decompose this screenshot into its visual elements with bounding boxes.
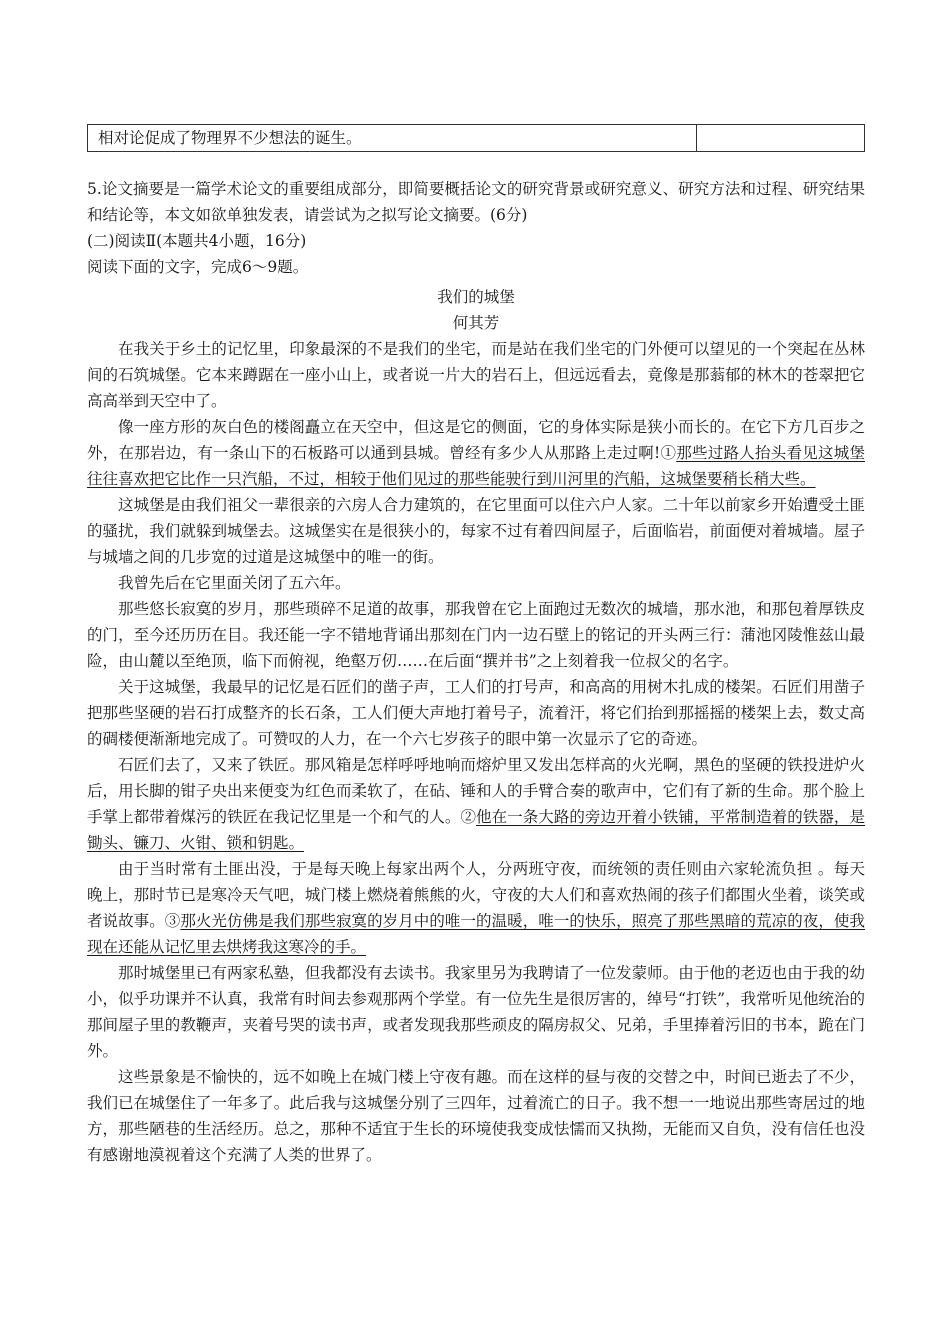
article-author: 何其芳 [452, 314, 500, 332]
article-paragraph-7 [87, 752, 865, 856]
document-body [87, 176, 865, 1168]
section-2-instruction: 阅读下面的文字，完成6～9题。 [87, 258, 309, 276]
article-title: 我们的城堡 [437, 288, 515, 306]
paragraph-2-text: 像一座方形的灰白色的楼阁矗立在天空中，但这是它的侧面，它的身体实际是狭小而长的。在它下方几百步之外，在那岩边，有一条山下的石板路可以通到县城。曾经有多少人从那路上走过啊!① [87, 418, 865, 462]
article-paragraph-2 [87, 414, 865, 492]
article-paragraph-3: 这城堡是由我们祖父一辈很亲的六房人合力建筑的，在它里面可以住六户人家。二十年以前家乡开始遭受土匪的骚扰，我们就躲到城堡去。这城堡实在是很狭小的，每家不过有着四间屋子，后面临岩，前面便对着城墙。屋子与城墙之间的几步宽的过道是这城堡中的唯一的街。 [87, 496, 865, 566]
article-paragraph-10: 这些景象是不愉快的，远不如晚上在城门楼上守夜有趣。而在这样的昼与夜的交替之中，时间已逝去了不少，我们已在城堡住了一年多了。此后我与这城堡分别了三四年，过着流亡的日子。我不想一一地说出那些寄居过的地方，那些陋巷的生活经历。总之，那种不适宜于生长的环境使我变成怯懦而又执拗，无能而又自负，没有信任也没有感谢地漠视着这个充满了人类的世界了。 [87, 1068, 865, 1164]
table-answer-cell [697, 125, 864, 151]
article-paragraph-5: 那些悠长寂寞的岁月，那些琐碎不足道的故事，那我曾在它上面跑过无数次的城墙，那水池，和那包着厚铁皮的门，至今还历历在目。我还能一字不错地背诵出那刻在门内一边石壁上的铭记的开头两三行：蒲池冈陵惟兹山最险，由山麓以至绝顶，临下而俯视，绝壑万仞……在后面“撰并书”之上刻着我一位叔父的名字。 [87, 600, 865, 670]
section-2-header: (二)阅读Ⅱ(本题共4小题，16分) [87, 232, 307, 250]
paragraph-7-text: 石匠们去了，又来了铁匠。那风箱是怎样呼呼地响而熔炉里又发出怎样高的火光啊，黑色的坚硬的铁投进炉火后，用长脚的钳子央出来便变为红色而柔软了，在砧、锤和人的手臂合奏的歌声中，它们有了新的生命。那个脸上手掌上都带着煤污的铁匠在我记忆里是一个和气的人。② [87, 756, 865, 826]
table-statement-cell: 相对论促成了物理界不少想法的诞生。 [88, 125, 697, 151]
paragraph-8-text: 由于当时常有土匪出没，于是每天晚上每家出两个人，分两班守夜，而统领的责任则由六家轮流负担 。每天晚上，那时节已是寒冷天气吧，城门楼上燃烧着熊熊的火，守夜的大人们和喜欢热闹的孩子们都围火坐着，谈笑或者说故事。③ [87, 860, 865, 930]
question-5: 5.论文摘要是一篇学术论文的重要组成部分，即简要概括论文的研究背景或研究意义、研究方法和过程、研究结果和结论等，本文如欲单独发表，请尝试为之拟写论文摘要。(6分) [87, 180, 865, 224]
article-paragraph-6: 关于这城堡，我最早的记忆是石匠们的凿子声，工人们的打号声，和高高的用树木扎成的楼架。石匠们用凿子把那些坚硬的岩石打成整齐的长石条，工人们便大声地打着号子，流着汗，将它们抬到那摇摇的楼架上去，数丈高的碉楼便渐渐地完成了。可赞叹的人力，在一个六七岁孩子的眼中第一次显示了它的奇迹。 [87, 678, 865, 748]
article-paragraph-1: 在我关于乡土的记忆里，印象最深的不是我们的坐宅，而是站在我们坐宅的门外便可以望见的一个突起在丛林间的石筑城堡。它本来蹲踞在一座小山上，或者说一片大的岩石上，但远远看去，竟像是那蓊郁的林木的苍翠把它高高举到天空中了。 [87, 340, 865, 410]
underlined-sentence-3: 那火光仿佛是我们那些寂寞的岁月中的唯一的温暖，唯一的快乐，照亮了那些黑暗的荒凉的夜，使我现在还能从记忆里去烘烤我这寒冷的手。 [87, 912, 865, 956]
underlined-sentence-1: 那些过路人抬头看见这城堡往往喜欢把它比作一只汽船，不过，相较于他们见过的那些能驶行到川河里的汽船，这城堡要稍长稍大些。 [87, 444, 865, 488]
answer-table-row [87, 124, 865, 152]
underlined-sentence-2: 他在一条大路的旁边开着小铁铺，平常制造着的铁器，是锄头、镰刀、火钳、锁和钥匙。 [87, 808, 865, 852]
article-paragraph-4: 我曾先后在它里面关闭了五六年。 [118, 574, 351, 592]
article-paragraph-9: 那时城堡里已有两家私塾，但我都没有去读书。我家里另为我聘请了一位发蒙师。由于他的老迈也由于我的幼小，似乎功课并不认真，我常有时间去参观那两个学堂。有一位先生是很厉害的，绰号“打铁”，我常听见他统治的那间屋子里的教鞭声，夹着号哭的读书声，或者发现我那些顽皮的隔房叔父、兄弟，手里捧着污旧的书本，跪在门外。 [87, 964, 865, 1060]
article-paragraph-8 [87, 856, 865, 960]
